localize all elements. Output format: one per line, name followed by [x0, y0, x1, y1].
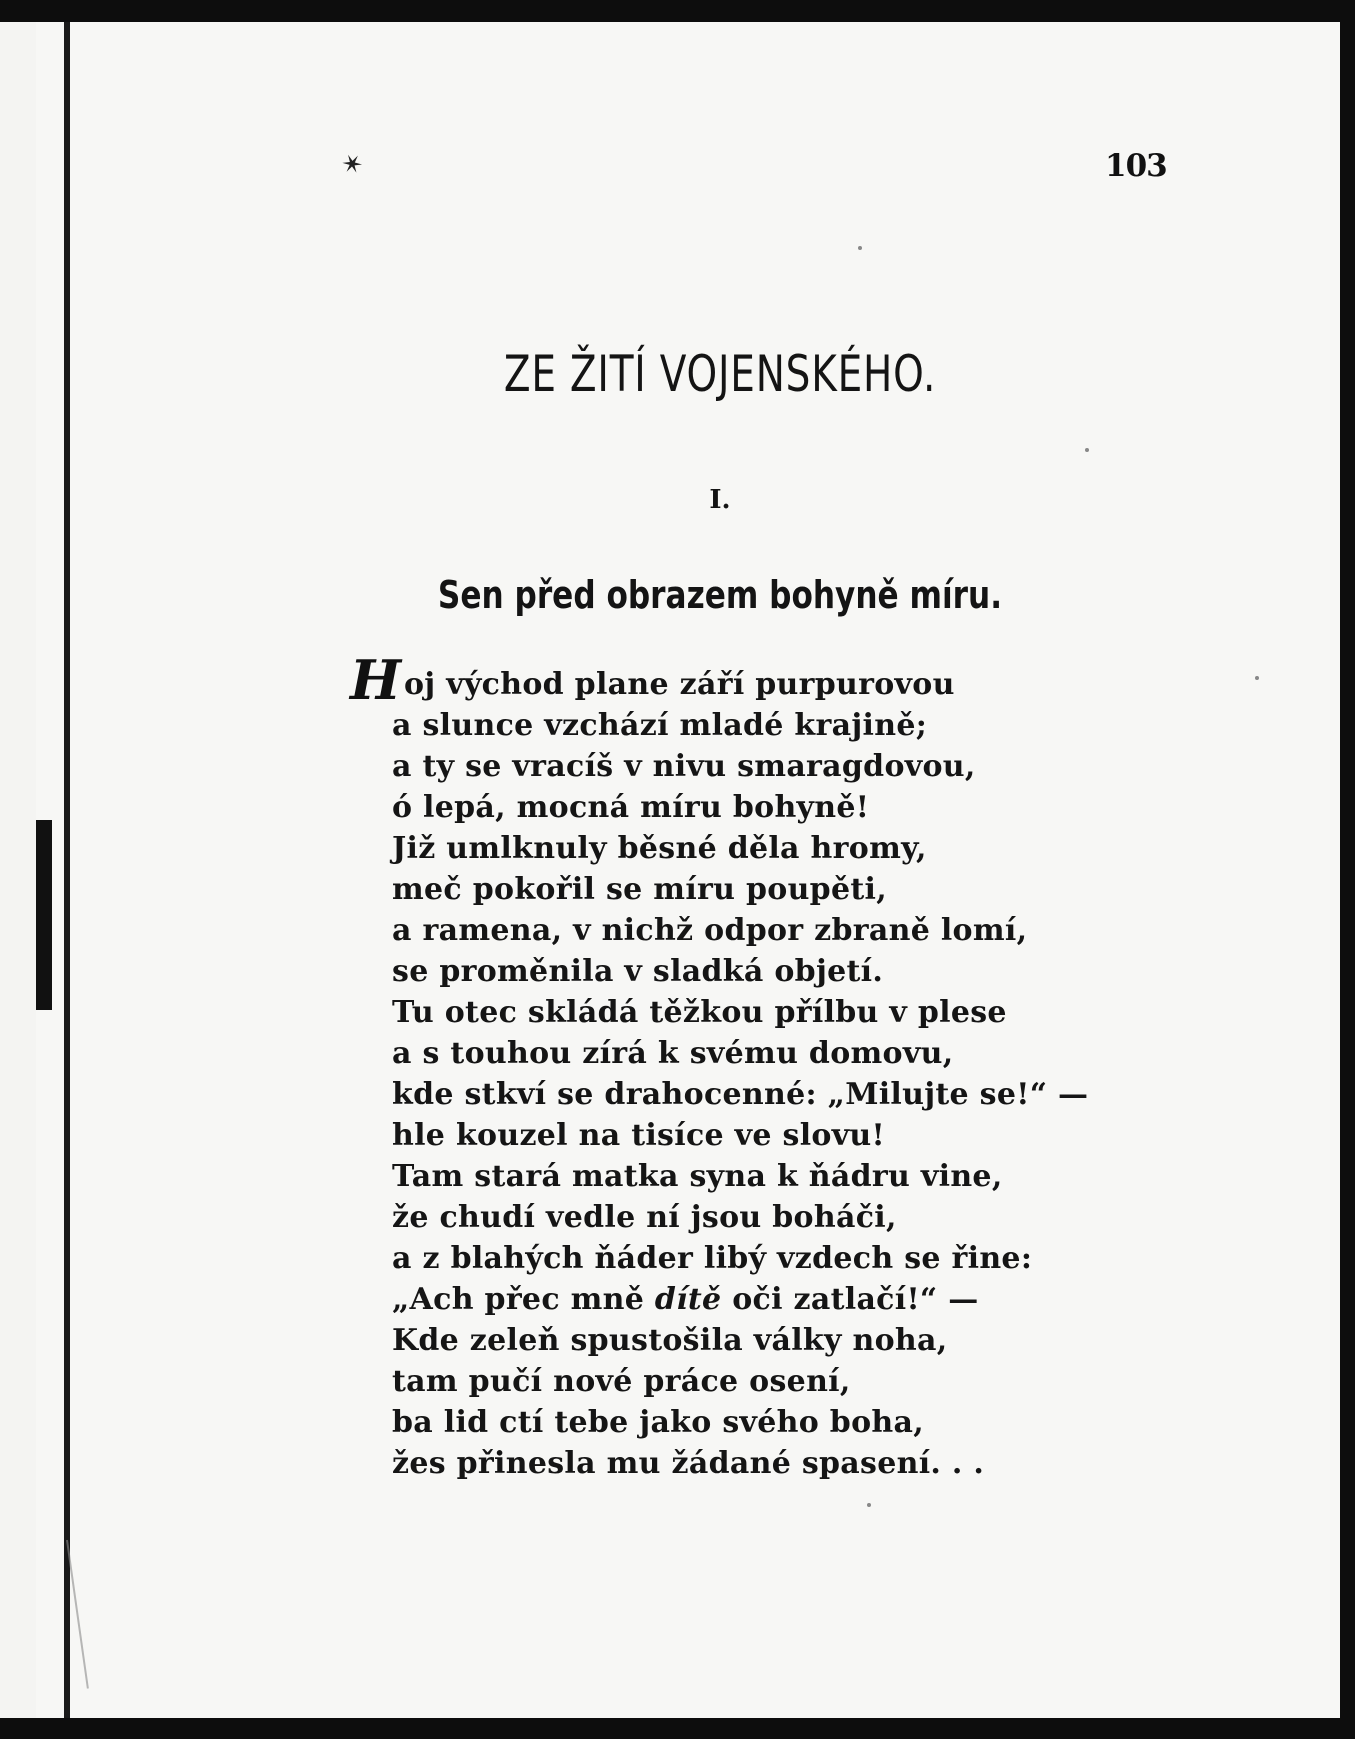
section-number: I. [709, 485, 731, 515]
poem-line: Již umlknuly běsné děla hromy, [392, 831, 927, 866]
dust-speck [1255, 676, 1259, 680]
dust-speck [867, 1503, 871, 1507]
dust-speck [858, 246, 862, 250]
page-number: 103 [1105, 148, 1167, 184]
poem-line: Tu otec skládá těžkou přílbu v plese [392, 995, 1007, 1030]
poem-line-italic [392, 1279, 1152, 1320]
italic-word: dítě [654, 1282, 722, 1317]
poem-line: že chudí vedle ní jsou boháči, [392, 1200, 897, 1235]
line-start: „Ach přec mně [392, 1282, 655, 1317]
line-end: oči zatlačí!“ — [721, 1282, 979, 1317]
poem-first-line: oj východ plane září purpurovou [404, 667, 955, 702]
poem-line: ba lid ctí tebe jako svého boha, [392, 1405, 924, 1440]
poem-line: a slunce vzchází mladé krajině; [392, 708, 928, 743]
binding-edge [64, 22, 70, 1718]
poem-line: žes přinesla mu žádané spasení. . . [392, 1446, 985, 1481]
poem-line: tam pučí nové práce osení, [392, 1364, 851, 1399]
poem-line: Tam stará matka syna k ňádru vine, [392, 1159, 1003, 1194]
binding-shadow [36, 820, 52, 1010]
poem-line: a z blahých ňáder libý vzdech se řine: [392, 1241, 1033, 1276]
poem-line: meč pokořil se míru poupěti, [392, 872, 887, 907]
poem-line: Kde zeleň spustošila války noha, [392, 1323, 948, 1358]
poem-line: a ramena, v nichž odpor zbraně lomí, [392, 913, 1028, 948]
poem-line: hle kouzel na tisíce ve slovu! [392, 1118, 886, 1153]
poem-line: se proměnila v sladká objetí. [392, 954, 884, 989]
poem-body [392, 705, 1152, 1484]
poem-line: ó lepá, mocná míru bohyně! [392, 790, 870, 825]
chapter-title: ZE ŽITÍ VOJENSKÉHO. [503, 345, 937, 403]
poem-line: kde stkví se drahocenné: „Milujte se!“ — [392, 1077, 1089, 1112]
poem-line: a ty se vracíš v nivu smaragdovou, [392, 749, 976, 784]
left-margin [0, 22, 36, 1718]
poem-title: Sen před obrazem bohyně míru. [437, 573, 1003, 617]
dust-speck [1085, 448, 1089, 452]
corner-mark: ✶ [336, 146, 370, 184]
drop-cap: H [350, 648, 402, 712]
poem-line: a s touhou zírá k svému domovu, [392, 1036, 954, 1071]
